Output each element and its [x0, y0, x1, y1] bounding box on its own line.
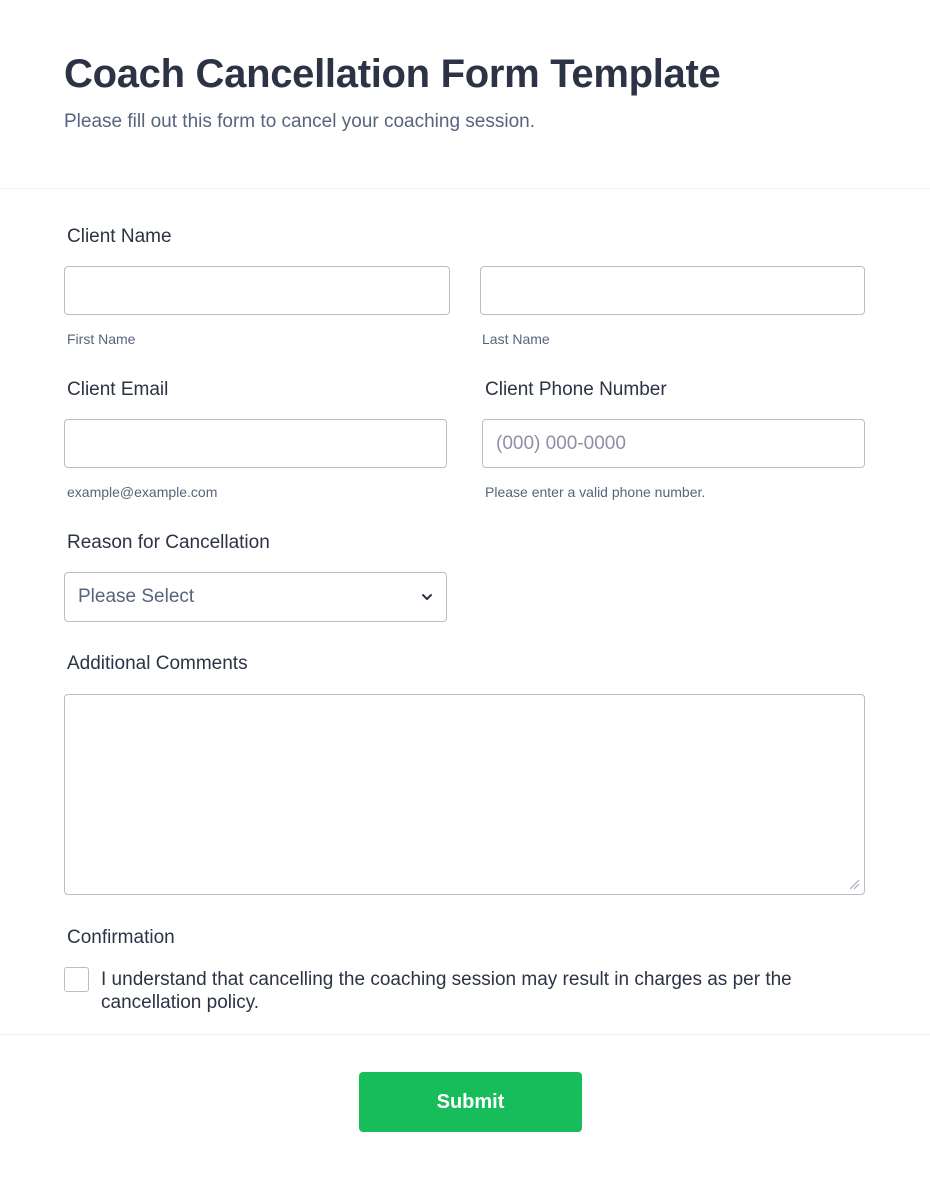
last-name-sublabel: Last Name: [482, 331, 550, 347]
email-sublabel: example@example.com: [67, 484, 218, 500]
confirmation-text[interactable]: I understand that cancelling the coaching session may result in charges as per the cancellation policy.: [101, 969, 792, 1013]
confirmation-checkbox[interactable]: [64, 967, 89, 992]
comments-label: Additional Comments: [67, 653, 248, 674]
last-name-input[interactable]: [480, 266, 865, 315]
client-email-label: Client Email: [67, 379, 169, 400]
first-name-sublabel: First Name: [67, 331, 136, 347]
comments-textarea[interactable]: [64, 694, 865, 895]
page-subtitle: Please fill out this form to cancel your coaching session.: [64, 111, 536, 132]
chevron-down-icon: [420, 590, 434, 604]
submit-button[interactable]: Submit: [359, 1072, 582, 1132]
phone-sublabel: Please enter a valid phone number.: [485, 484, 706, 500]
client-name-label: Client Name: [67, 226, 172, 247]
email-input[interactable]: [64, 419, 447, 468]
footer-divider: [0, 1034, 930, 1035]
reason-label: Reason for Cancellation: [67, 532, 270, 553]
phone-input[interactable]: [482, 419, 865, 468]
confirmation-label: Confirmation: [67, 927, 175, 948]
page-title: Coach Cancellation Form Template: [64, 52, 721, 96]
reason-select-value: Please Select: [78, 586, 195, 607]
first-name-input[interactable]: [64, 266, 450, 315]
client-phone-label: Client Phone Number: [485, 379, 667, 400]
form-header: [0, 0, 930, 189]
reason-select[interactable]: [64, 572, 447, 622]
resize-handle-icon[interactable]: [848, 878, 860, 890]
